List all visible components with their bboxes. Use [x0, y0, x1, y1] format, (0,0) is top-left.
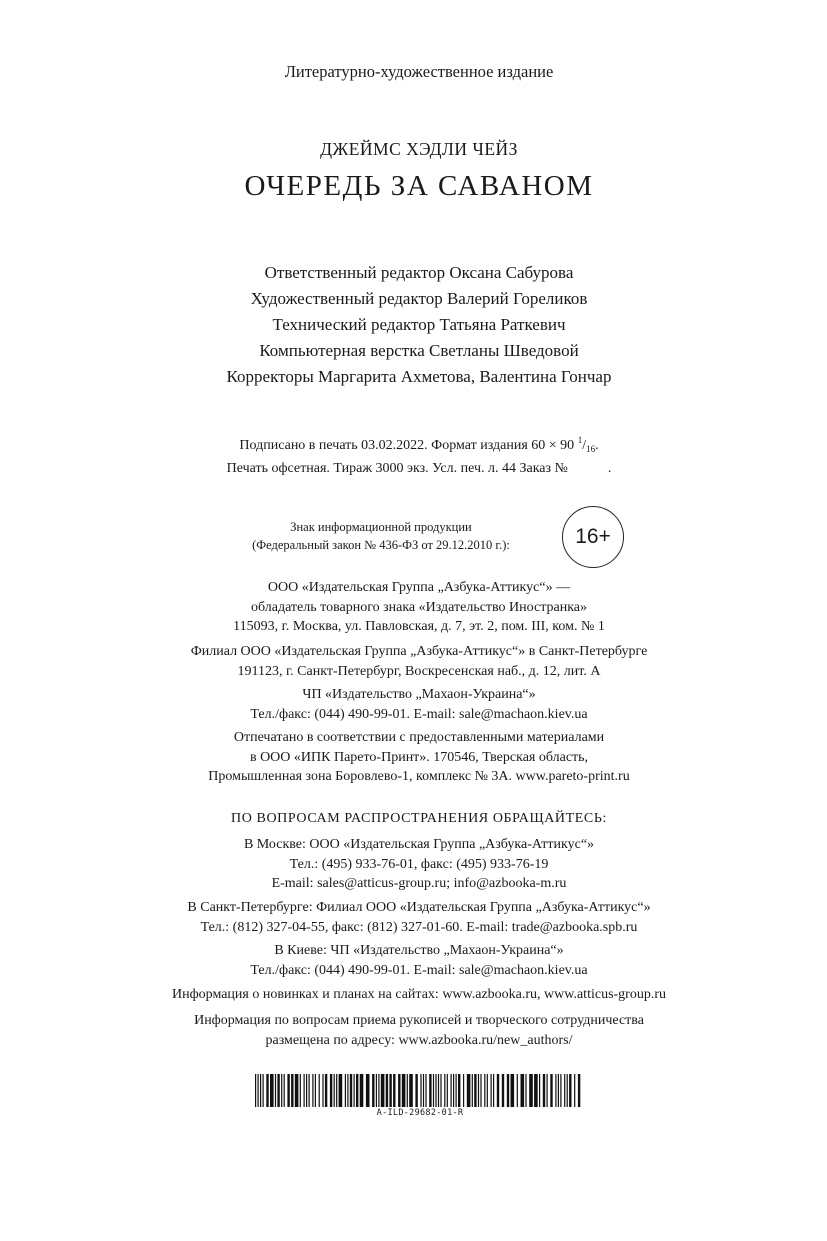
distribution-line: В Москве: ООО «Издательская Группа „Азбука-Аттикус“» — [243, 837, 595, 852]
manuscripts-info — [0, 1011, 827, 1050]
distribution-kiev — [0, 941, 827, 980]
branch-block — [0, 642, 827, 681]
print-info-suffix: . — [595, 438, 599, 453]
distribution-line: В Санкт-Петербурге: Филиал ООО «Издательская Группа „Азбука-Аттикус“» — [187, 900, 651, 915]
barcode-number: A-ILD-29682-01-R — [376, 1108, 464, 1118]
distribution-line: E-mail: sales@atticus-group.ru; info@azbooka-m.ru — [271, 876, 567, 891]
distribution-line: В Киеве: ЧП «Издательство „Махаон-Украина“» — [274, 943, 564, 958]
publisher-line: Тел./факс: (044) 490-99-01. E-mail: sale@machaon.kiev.ua — [250, 706, 588, 722]
credit-line: Компьютерная верстка Светланы Шведовой — [259, 341, 579, 360]
publisher-line: Филиал ООО «Издательская Группа „Азбука-Аттикус“» в Санкт-Петербурге — [190, 644, 648, 659]
credit-line: Художественный редактор Валерий Гореликов — [250, 289, 588, 308]
printer-line: в ООО «ИПК Парето-Принт». 170546, Тверская область, — [249, 749, 589, 765]
format-fraction-denominator: 16 — [586, 444, 596, 454]
printer-line: Промышленная зона Боровлево-1, комплекс № 3А. www.pareto-print.ru — [208, 769, 630, 784]
publisher-line: ООО «Издательская Группа „Азбука-Аттикус“» — — [267, 580, 571, 595]
publisher-line: 115093, г. Москва, ул. Павловская, д. 7, эт. 2, пом. III, ком. № 1 — [233, 619, 605, 634]
distribution-heading: ПО ВОПРОСАМ РАСПРОСТРАНЕНИЯ ОБРАЩАЙТЕСЬ: — [231, 811, 607, 826]
ukraine-publisher-block — [0, 685, 827, 724]
distribution-spb — [0, 898, 827, 937]
edition-type: Литературно-художественное издание — [284, 62, 554, 81]
printer-block — [0, 728, 827, 787]
credits-block — [0, 260, 827, 390]
publisher-line: 191123, г. Санкт-Петербург, Воскресенская наб., д. 12, лит. А — [237, 663, 601, 679]
news-info — [0, 985, 827, 1005]
publisher-line: ЧП «Издательство „Махаон-Украина“» — [302, 687, 536, 702]
info-sign-line: (Федеральный закон № 436-ФЗ от 29.12.2010 г.): — [252, 538, 510, 552]
print-info — [0, 431, 827, 478]
distribution-line: Тел.: (812) 327-04-55, факс: (812) 327-01-60. E-mail: trade@azbooka.spb.ru — [200, 919, 638, 935]
distribution-moscow — [0, 835, 827, 894]
distribution-line: Тел./факс: (044) 490-99-01. E-mail: sale@machaon.kiev.ua — [250, 962, 588, 978]
print-info-text: Печать офсетная. Тираж 3000 экз. Усл. печ. л. 44 Заказ № — [226, 461, 568, 476]
info-sign-line: Знак информационной продукции — [290, 520, 472, 534]
book-author: ДЖЕЙМС ХЭДЛИ ЧЕЙЗ — [320, 139, 518, 159]
print-info-suffix: . — [607, 461, 612, 476]
credit-line: Технический редактор Татьяна Раткевич — [272, 315, 566, 334]
credit-line: Корректоры Маргарита Ахметова, Валентина Гончар — [226, 367, 612, 386]
info-product-sign — [212, 518, 550, 554]
book-title: ОЧЕРЕДЬ ЗА САВАНОМ — [244, 170, 594, 202]
distribution-line: Информация о новинках и планах на сайтах: www.azbooka.ru, www.atticus-group.ru — [171, 987, 666, 1002]
print-info-text: Подписано в печать 03.02.2022. Формат издания 60 × 90 — [239, 438, 578, 453]
distribution-line: размещена по адресу: www.azbooka.ru/new_authors/ — [265, 1032, 573, 1048]
print-info-line-1: Подписано в печать 03.02.2022. Формат издания 60 × 90 $^1/_{16}$. — [239, 435, 599, 454]
print-info-line-2 — [0, 459, 827, 478]
distribution-line: Тел.: (495) 933-76-01, факс: (495) 933-76-19 — [289, 856, 549, 872]
barcode — [255, 1074, 585, 1107]
printer-line: Отпечатано в соответствии с предоставленными материалами — [233, 730, 605, 745]
publisher-block — [0, 578, 827, 637]
distribution-line: Информация по вопросам приема рукописей и творческого сотрудничества — [194, 1013, 644, 1028]
publisher-line: обладатель товарного знака «Издательство Иностранка» — [250, 599, 588, 615]
age-rating-badge: 16+ — [562, 506, 624, 568]
credit-line: Ответственный редактор Оксана Сабурова — [264, 263, 574, 282]
format-fraction-numerator: 1 — [577, 435, 583, 445]
